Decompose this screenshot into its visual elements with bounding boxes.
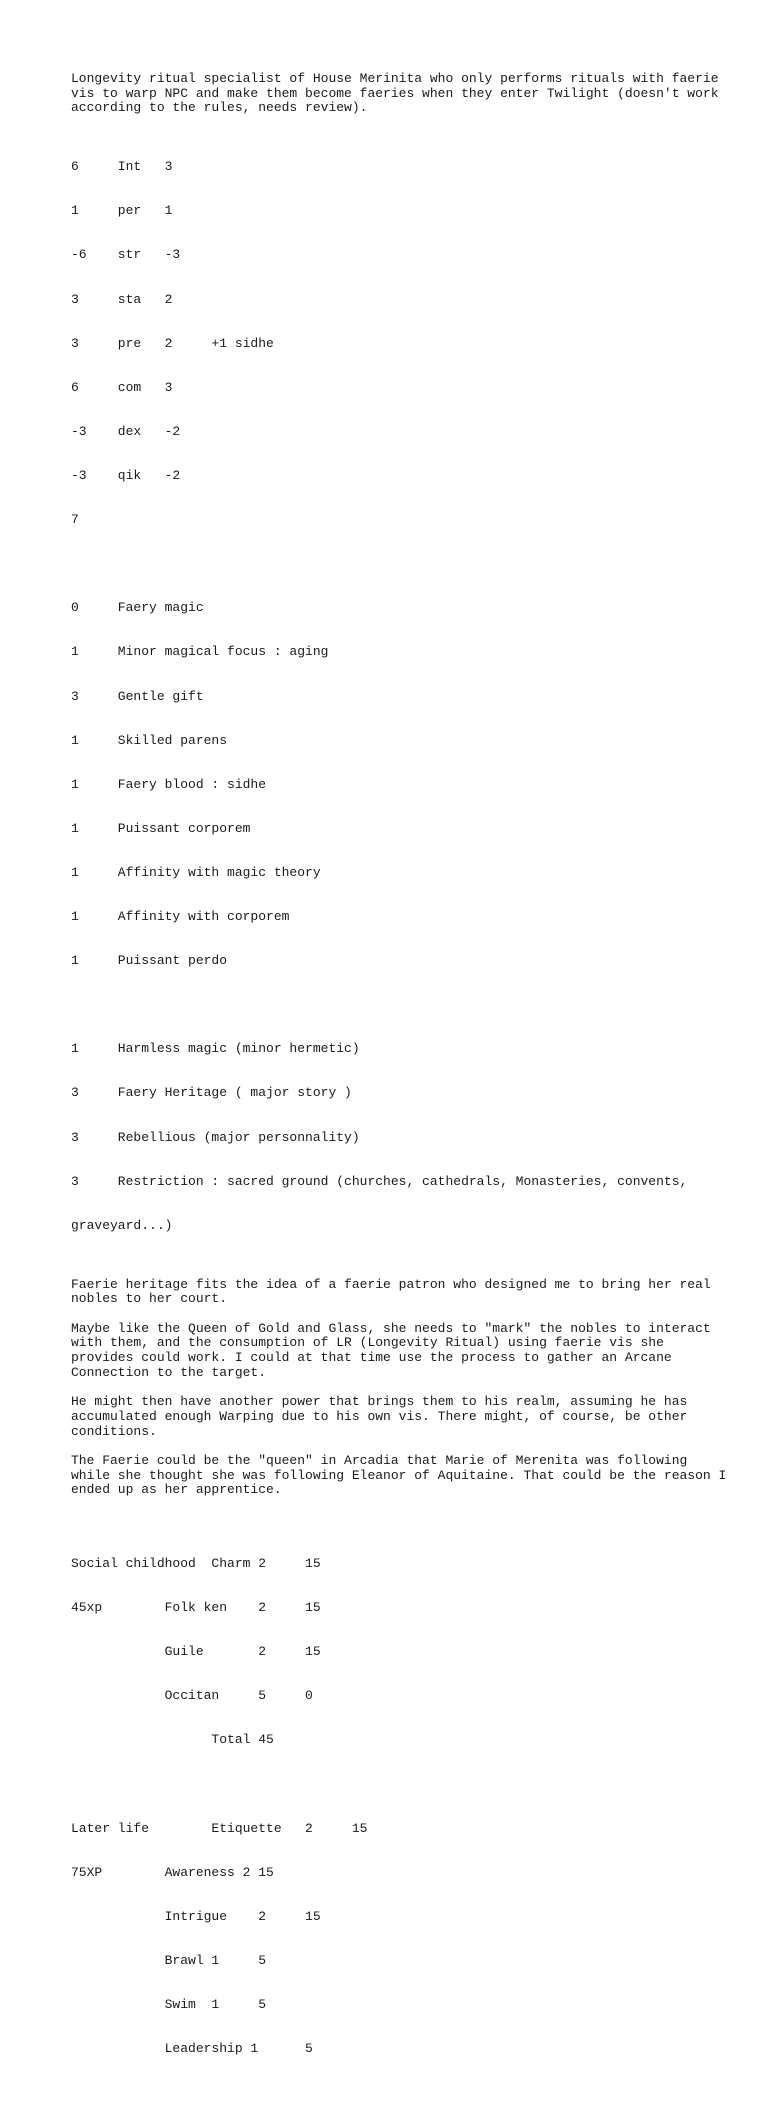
skill-row: Guile 2 15: [71, 1644, 321, 1660]
document-body: [71, 71, 735, 2101]
flaw-row-continued: graveyard...): [71, 1217, 173, 1233]
skill-row: 45xp Folk ken 2 15: [71, 1600, 321, 1615]
virtue-row: 0 Faery magic: [71, 600, 204, 616]
flaw-row: 3 Restriction : sacred ground (churches, cathedrals, Monasteries, convents,: [71, 1173, 688, 1189]
skill-row: 75XP Awareness 2 15: [71, 1864, 274, 1880]
skill-row: Brawl 1 5: [71, 1952, 267, 1968]
characteristic-row: 3 pre 2 +1 sidhe: [71, 335, 274, 351]
virtue-row: 3 Gentle gift: [71, 688, 204, 704]
flaw-row: 3 Faery Heritage ( major story ): [71, 1085, 352, 1101]
skill-row: Later life Etiquette 2 15: [71, 1820, 368, 1836]
skill-total-row: Total 45: [71, 1732, 274, 1748]
intro-paragraph: Longevity ritual specialist of House Merinita who only performs rituals with faerie vis to warp NPC and make them become faeries when they enter Twilight (doesn't work according to the rules, needs review).: [71, 71, 727, 116]
faerie-heritage-paragraph: Faerie heritage fits the idea of a faerie patron who designed me to bring her real nobles to her court.: [71, 1276, 719, 1307]
skill-row: Swim 1 5: [71, 1996, 267, 2012]
flaw-row: 1 Harmless magic (minor hermetic): [71, 1041, 360, 1057]
characteristic-row: -3 qik -2: [71, 467, 181, 483]
virtue-row: 1 Minor magical focus : aging: [71, 644, 329, 660]
skill-row: Leadership 1 5: [71, 2041, 313, 2057]
flaw-row: 3 Rebellious (major personnality): [71, 1129, 360, 1145]
characteristic-row: 6 Int 3: [71, 159, 173, 175]
virtue-row: 1 Affinity with corporem: [71, 909, 290, 925]
characteristic-row: 6 com 3: [71, 379, 173, 395]
skill-row: Occitan 5 0: [71, 1688, 313, 1704]
skill-row: Social childhood Charm 2 15: [71, 1555, 321, 1571]
virtue-row: 1 Puissant perdo: [71, 953, 228, 969]
characteristic-total: 7: [71, 512, 79, 528]
virtue-row: 1 Faery blood : sidhe: [71, 776, 267, 792]
realm-power-paragraph: He might then have another power that brings them to his realm, assuming he has accumulated enough Warping due to his own vis. There might, of course, be other conditions.: [71, 1394, 696, 1439]
virtue-row: 1 Skilled parens: [71, 732, 228, 748]
flaws-list: [71, 1013, 731, 1263]
characteristic-row: -3 dex -2: [71, 423, 181, 439]
social-childhood-table: [71, 1527, 731, 1777]
virtues-list: [71, 572, 731, 998]
characteristics-list: [71, 131, 731, 557]
characteristic-row: 3 sta 2: [71, 291, 173, 307]
virtue-row: 1 Affinity with magic theory: [71, 864, 321, 880]
queen-of-gold-paragraph: Maybe like the Queen of Gold and Glass, she needs to "mark" the nobles to interact with them, and the consumption of LR (Longevity Ritual) using faerie vis she provides could work. I could at that time use the process to gather an Arcane Connection to the target.: [71, 1320, 719, 1380]
characteristic-row: 1 per 1: [71, 203, 173, 219]
virtue-row: 1 Puissant corporem: [71, 820, 251, 836]
characteristic-row: -6 str -3: [71, 247, 181, 263]
later-life-table: [71, 1792, 731, 2086]
arcadia-queen-paragraph: The Faerie could be the "queen" in Arcadia that Marie of Merenita was following while she thought she was following Eleanor of Aquitaine. That could be the reason I ended up as her apprentice.: [71, 1452, 735, 1498]
skill-row: Intrigue 2 15: [71, 1908, 321, 1924]
